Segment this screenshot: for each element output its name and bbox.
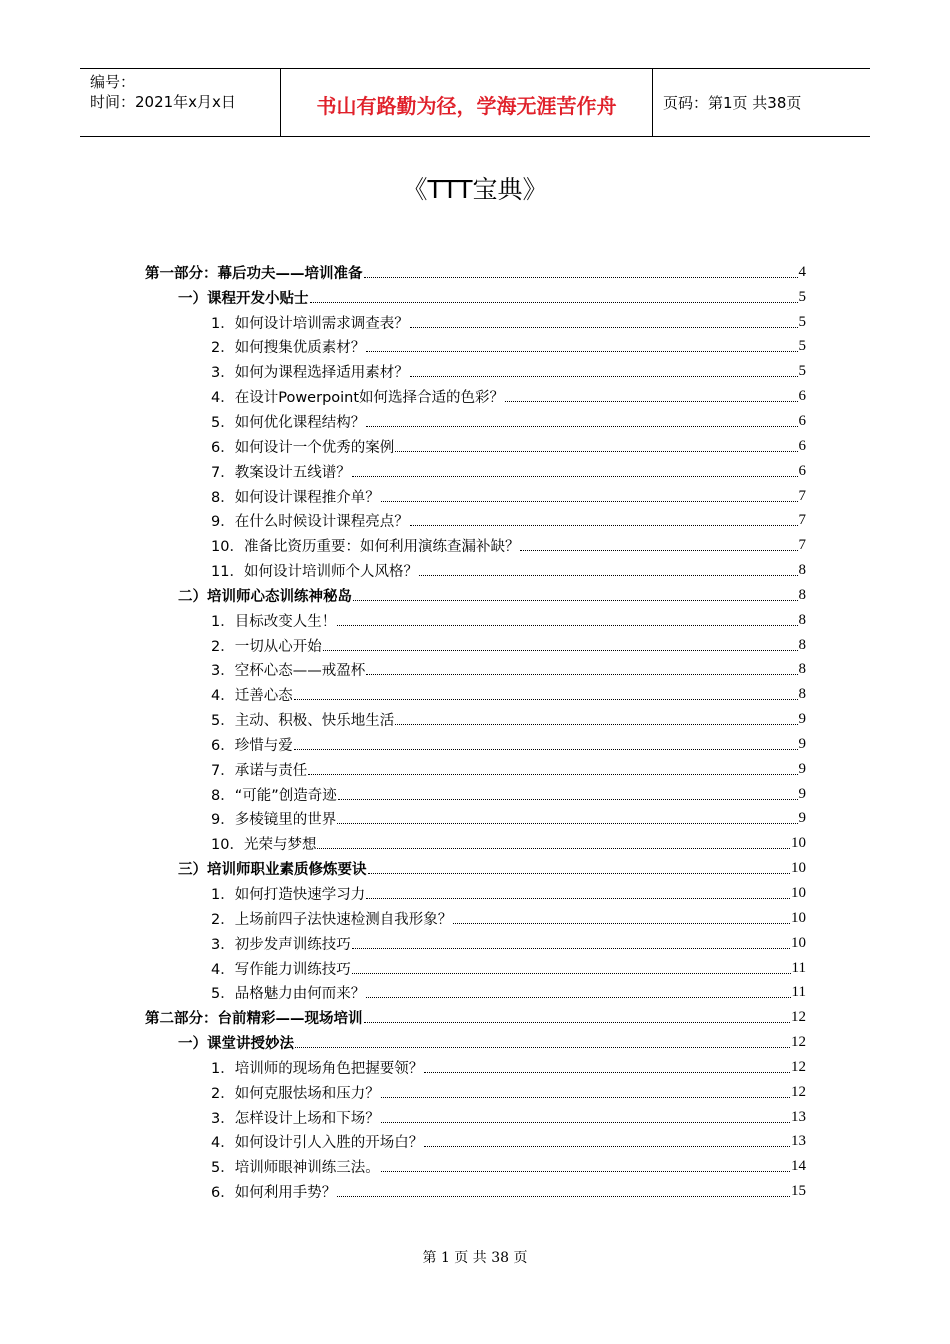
toc-entry-page: 12	[791, 1009, 806, 1026]
toc-entry-title: 8．如何设计课程推介单？	[211, 489, 380, 506]
toc-entry[interactable]	[145, 658, 806, 683]
toc-entry[interactable]	[145, 757, 806, 782]
toc-entry-title: 8．“可能”创造奇迹	[211, 787, 337, 804]
toc-leader-dots	[308, 774, 797, 775]
toc-entry-title: 1．如何设计培训需求调查表？	[211, 315, 409, 332]
toc-entry-page: 10	[791, 860, 806, 877]
toc-entry-page: 14	[791, 1158, 806, 1175]
toc-entry[interactable]	[145, 608, 806, 633]
header-number-label: 编号：	[90, 73, 136, 91]
toc-entry-title: 10．光荣与梦想	[211, 837, 317, 854]
toc-entry-page: 7	[798, 512, 806, 529]
toc-entry-page: 11	[791, 959, 806, 976]
toc-leader-dots	[366, 351, 797, 352]
toc-leader-dots	[323, 650, 798, 651]
toc-entry-title: 3．如何为课程选择适用素材？	[211, 365, 409, 382]
document-title: 《TTT宝典》	[402, 175, 548, 204]
toc-entry[interactable]	[145, 384, 806, 409]
toc-entry[interactable]	[145, 707, 806, 732]
toc-entry[interactable]	[145, 359, 806, 384]
toc-leader-dots	[366, 898, 790, 899]
toc-leader-dots	[381, 1097, 790, 1098]
toc-entry-title: 1．目标改变人生！	[211, 613, 337, 630]
toc-entry-page: 7	[798, 537, 806, 554]
toc-entry-title: 1．培训师的现场角色把握要领？	[211, 1060, 424, 1077]
toc-entry[interactable]	[145, 310, 806, 335]
toc-entry-title: 4．如何设计引人入胜的开场白？	[211, 1135, 424, 1152]
toc-entry-page: 9	[798, 785, 806, 802]
toc-entry[interactable]	[145, 335, 806, 360]
toc-entry[interactable]	[145, 583, 806, 608]
toc-entry[interactable]	[145, 1154, 806, 1179]
table-of-contents	[145, 260, 806, 1204]
toc-entry-page: 9	[798, 735, 806, 752]
toc-entry-title: 2．如何搜集优质素材？	[211, 340, 366, 357]
toc-entry-page: 5	[798, 363, 806, 380]
toc-entry-page: 9	[798, 760, 806, 777]
toc-entry-title: 4．迁善心态	[211, 688, 293, 705]
toc-leader-dots	[381, 1122, 790, 1123]
toc-entry-page: 12	[791, 1058, 806, 1075]
toc-leader-dots	[352, 476, 798, 477]
toc-entry[interactable]	[145, 856, 806, 881]
toc-entry-page: 8	[798, 611, 806, 628]
toc-entry-title: 2．如何克服怯场和压力？	[211, 1085, 380, 1102]
header-date-label: 时间：2021年x月x日	[90, 93, 236, 111]
toc-leader-dots	[395, 451, 797, 452]
toc-entry[interactable]	[145, 533, 806, 558]
toc-entry-page: 8	[798, 586, 806, 603]
toc-entry-page: 8	[798, 686, 806, 703]
toc-entry-title: 9．多棱镜里的世界	[211, 812, 337, 829]
toc-entry[interactable]	[145, 434, 806, 459]
toc-entry-title: 6．珍惜与爱	[211, 737, 293, 754]
toc-leader-dots	[364, 1022, 791, 1023]
toc-entry-title: 三）培训师职业素质修炼要诀	[178, 862, 367, 879]
toc-leader-dots	[337, 823, 797, 824]
toc-entry[interactable]	[145, 732, 806, 757]
toc-leader-dots	[317, 848, 790, 849]
toc-entry[interactable]	[145, 508, 806, 533]
toc-entry-page: 5	[798, 288, 806, 305]
toc-entry-page: 15	[791, 1183, 806, 1200]
toc-entry-page: 9	[798, 711, 806, 728]
toc-entry-page: 12	[791, 1034, 806, 1051]
toc-entry-page: 8	[798, 636, 806, 653]
toc-leader-dots	[366, 674, 797, 675]
toc-entry-page: 8	[798, 562, 806, 579]
toc-entry-title: 4．在设计Powerpoint如何选择合适的色彩？	[211, 390, 505, 407]
toc-entry[interactable]	[145, 807, 806, 832]
toc-leader-dots	[337, 1196, 790, 1197]
toc-entry-page: 5	[798, 313, 806, 330]
toc-leader-dots	[338, 799, 798, 800]
toc-entry-title: 2．上场前四子法快速检测自我形象？	[211, 911, 453, 928]
header-page-info: 页码：第1页 共38页	[663, 94, 802, 112]
toc-entry-page: 10	[791, 835, 806, 852]
toc-leader-dots	[424, 1146, 790, 1147]
toc-entry-title: 3．初步发声训练技巧	[211, 936, 351, 953]
toc-entry-title: 6．如何设计一个优秀的案例	[211, 439, 395, 456]
toc-leader-dots	[410, 376, 798, 377]
toc-entry[interactable]	[145, 1130, 806, 1155]
toc-leader-dots	[419, 575, 798, 576]
toc-entry-page: 6	[798, 462, 806, 479]
toc-entry[interactable]	[145, 682, 806, 707]
toc-entry[interactable]	[145, 1005, 806, 1030]
toc-entry-title: 第一部分：幕后功夫——培训准备	[145, 265, 363, 282]
toc-leader-dots	[453, 923, 790, 924]
toc-entry-title: 7．教案设计五线谱？	[211, 464, 351, 481]
toc-entry[interactable]	[145, 881, 806, 906]
toc-leader-dots	[353, 600, 798, 601]
toc-entry-page: 9	[798, 810, 806, 827]
toc-entry-title: 10．准备比资历重要：如何利用演练查漏补缺？	[211, 539, 520, 556]
toc-entry[interactable]	[145, 1179, 806, 1204]
toc-entry[interactable]	[145, 931, 806, 956]
toc-entry-title: 9．在什么时候设计课程亮点？	[211, 514, 409, 531]
toc-leader-dots	[381, 501, 798, 502]
toc-entry[interactable]	[145, 906, 806, 931]
toc-entry-title: 7．承诺与责任	[211, 762, 308, 779]
toc-entry-title: 5．品格魅力由何而来？	[211, 986, 366, 1003]
toc-leader-dots	[410, 327, 798, 328]
toc-entry-page: 11	[791, 984, 806, 1001]
page-footer: 第 1 页 共 38 页	[422, 1250, 528, 1266]
toc-entry[interactable]	[145, 260, 806, 285]
toc-entry-title: 11．如何设计培训师个人风格？	[211, 564, 418, 581]
toc-leader-dots	[366, 997, 790, 998]
toc-leader-dots	[381, 1171, 790, 1172]
toc-leader-dots	[410, 525, 798, 526]
toc-entry-page: 13	[791, 1133, 806, 1150]
toc-entry-title: 4．写作能力训练技巧	[211, 961, 351, 978]
toc-entry-page: 6	[798, 388, 806, 405]
toc-leader-dots	[505, 401, 797, 402]
toc-entry[interactable]	[145, 782, 806, 807]
toc-entry-page: 6	[798, 437, 806, 454]
toc-entry[interactable]	[145, 633, 806, 658]
toc-entry-title: 二）培训师心态训练神秘岛	[178, 588, 352, 605]
toc-entry-page: 10	[791, 934, 806, 951]
toc-leader-dots	[294, 749, 798, 750]
toc-entry-title: 第二部分：台前精彩——现场培训	[145, 1011, 363, 1028]
toc-entry-title: 一）课堂讲授妙法	[178, 1036, 294, 1053]
toc-leader-dots	[310, 302, 798, 303]
toc-entry-page: 4	[798, 263, 806, 280]
toc-leader-dots	[352, 973, 791, 974]
toc-leader-dots	[364, 277, 798, 278]
toc-leader-dots	[337, 625, 797, 626]
header-meta	[80, 69, 281, 136]
toc-entry[interactable]	[145, 980, 806, 1005]
toc-entry-page: 13	[791, 1108, 806, 1125]
page-header	[80, 68, 870, 137]
toc-leader-dots	[424, 1072, 790, 1073]
toc-leader-dots	[294, 699, 798, 700]
toc-entry-page: 7	[798, 487, 806, 504]
toc-entry-title: 3．怎样设计上场和下场？	[211, 1110, 380, 1127]
toc-entry[interactable]	[145, 1105, 806, 1130]
toc-leader-dots	[352, 948, 790, 949]
toc-leader-dots	[520, 550, 797, 551]
toc-entry[interactable]	[145, 285, 806, 310]
toc-entry[interactable]	[145, 1080, 806, 1105]
toc-entry[interactable]	[145, 956, 806, 981]
toc-entry-title: 6．如何利用手势？	[211, 1185, 337, 1202]
toc-entry[interactable]	[145, 558, 806, 583]
toc-entry-page: 6	[798, 412, 806, 429]
toc-entry-title: 5．培训师眼神训练三法。	[211, 1160, 380, 1177]
toc-entry-title: 5．主动、积极、快乐地生活	[211, 713, 395, 730]
toc-entry-title: 5．如何优化课程结构？	[211, 414, 366, 431]
toc-entry[interactable]	[145, 484, 806, 509]
toc-entry-title: 一）课程开发小贴士	[178, 290, 309, 307]
toc-entry-page: 10	[791, 909, 806, 926]
header-motto: 书山有路勤为径，学海无涯苦作舟	[281, 69, 653, 136]
toc-entry-title: 3．空杯心态——戒盈杯	[211, 663, 366, 680]
toc-entry[interactable]	[145, 1055, 806, 1080]
toc-entry-title: 2．一切从心开始	[211, 638, 322, 655]
toc-leader-dots	[395, 724, 797, 725]
toc-entry[interactable]	[145, 831, 806, 856]
toc-entry-page: 8	[798, 661, 806, 678]
toc-leader-dots	[366, 426, 797, 427]
toc-leader-dots	[295, 1047, 790, 1048]
toc-entry-page: 5	[798, 338, 806, 355]
toc-entry[interactable]	[145, 1030, 806, 1055]
toc-entry-page: 10	[791, 885, 806, 902]
toc-entry[interactable]	[145, 459, 806, 484]
toc-entry[interactable]	[145, 409, 806, 434]
toc-leader-dots	[368, 873, 791, 874]
toc-entry-page: 12	[791, 1083, 806, 1100]
toc-entry-title: 1．如何打造快速学习力	[211, 887, 366, 904]
